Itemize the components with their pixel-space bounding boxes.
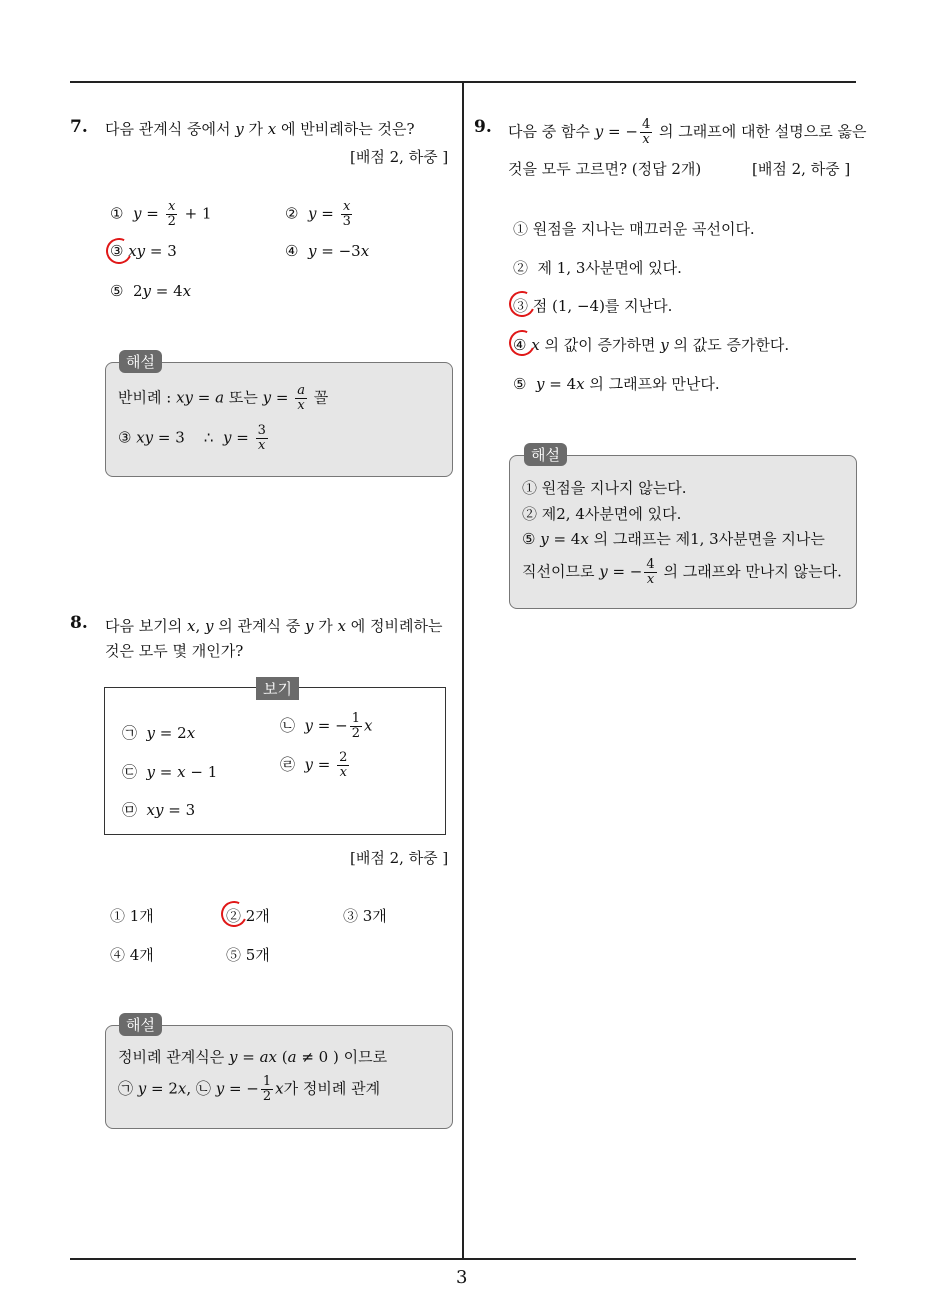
q7-option-1[interactable]: ① y = $\frac{x}{2}$ + 1	[110, 199, 212, 229]
q9-number: 9.	[474, 117, 492, 137]
q9-option-2[interactable]: ② 제 1, 3사분면에 있다.	[513, 259, 682, 277]
q7-solution-line-2: ③ xy = 3 ∴ y = $\frac{3}{x}$	[118, 423, 266, 453]
q8-example-tag: 보기	[256, 677, 299, 700]
q7-number: 7.	[70, 117, 88, 137]
q7-solution-box	[105, 362, 453, 477]
q8-option-2[interactable]: ② 2개	[226, 907, 270, 925]
q7-option-4[interactable]: ④ y = −3x	[285, 242, 370, 260]
q9-question-line-2: 것을 모두 고르면? (정답 2개)	[508, 160, 702, 178]
q9-solution-line-2: ② 제2, 4사분면에 있다.	[522, 505, 682, 523]
q9-solution-line-1: ① 원점을 지나지 않는다.	[522, 479, 687, 497]
q7-meta: [배점 2, 하중 ]	[350, 148, 449, 166]
q8-option-3[interactable]: ③ 3개	[343, 907, 387, 925]
q7-option-5[interactable]: ⑤ 2y = 4x	[110, 282, 192, 300]
q8-solution-line-2: ㉠ y = 2x, ㉡ y = − $\frac{1}{2}$ x가 정비례 관계	[118, 1074, 381, 1104]
q8-option-4[interactable]: ④ 4개	[110, 946, 154, 964]
bottom-rule	[70, 1258, 856, 1260]
q8-item-5: ㉤ xy = 3	[122, 801, 196, 819]
q9-option-1[interactable]: ① 원점을 지나는 매끄러운 곡선이다.	[513, 220, 755, 238]
q7-answer-mark	[102, 234, 135, 267]
q9-option-3[interactable]: ③ 점 (1, −4)를 지난다.	[513, 297, 673, 315]
column-divider	[462, 81, 464, 1259]
q7-solution-line-1: 반비례 : xy = a 또는 y = $\frac{a}{x}$ 꼴	[118, 383, 329, 413]
q8-option-5[interactable]: ⑤ 5개	[226, 946, 270, 964]
q7-question: 다음 관계식 중에서 y 가 x 에 반비례하는 것은?	[105, 120, 415, 138]
q9-solution-line-3: ⑤ y = 4x 의 그래프는 제1, 3사분면을 지나는	[522, 530, 825, 548]
page-number: 3	[456, 1267, 468, 1288]
q9-solution-tag: 해설	[524, 443, 567, 466]
q8-number: 8.	[70, 613, 88, 633]
q8-solution-line-1: 정비례 관계식은 y = ax (a ≠ 0 ) 이므로	[118, 1048, 388, 1066]
q9-option-5[interactable]: ⑤ y = 4x 의 그래프와 만난다.	[513, 375, 720, 393]
q8-item-3: ㉢ y = x − 1	[122, 763, 218, 781]
q8-solution-tag: 해설	[119, 1013, 162, 1036]
q8-question-line-2: 것은 모두 몇 개인가?	[105, 642, 244, 660]
q9-meta: [배점 2, 하중 ]	[752, 160, 851, 178]
q9-solution-line-4: 직선이므로 y = − $\frac{4}{x}$ 의 그래프와 만나지 않는다.	[522, 557, 842, 587]
q7-option-3[interactable]: ③ xy = 3	[110, 242, 177, 260]
q8-option-1[interactable]: ① 1개	[110, 907, 154, 925]
q8-question-line-1: 다음 보기의 x, y 의 관계식 중 y 가 x 에 정비례하는	[105, 617, 443, 635]
q7-option-2[interactable]: ② y = $\frac{x}{3}$	[285, 199, 351, 229]
q8-item-1: ㉠ y = 2x	[122, 724, 196, 742]
q7-solution-tag: 해설	[119, 350, 162, 373]
q8-item-4: ㉣ y = $\frac{2}{x}$	[280, 750, 348, 780]
q9-question-line-1: 다음 중 함수 y = − $\frac{4}{x}$ 의 그래프에 대한 설명으로 옳은	[508, 117, 867, 147]
q8-meta: [배점 2, 하중 ]	[350, 849, 449, 867]
q8-item-2: ㉡ y = − $\frac{1}{2}$ x	[280, 711, 373, 741]
q9-option-4[interactable]: ④ x 의 값이 증가하면 y 의 값도 증가한다.	[513, 336, 790, 354]
